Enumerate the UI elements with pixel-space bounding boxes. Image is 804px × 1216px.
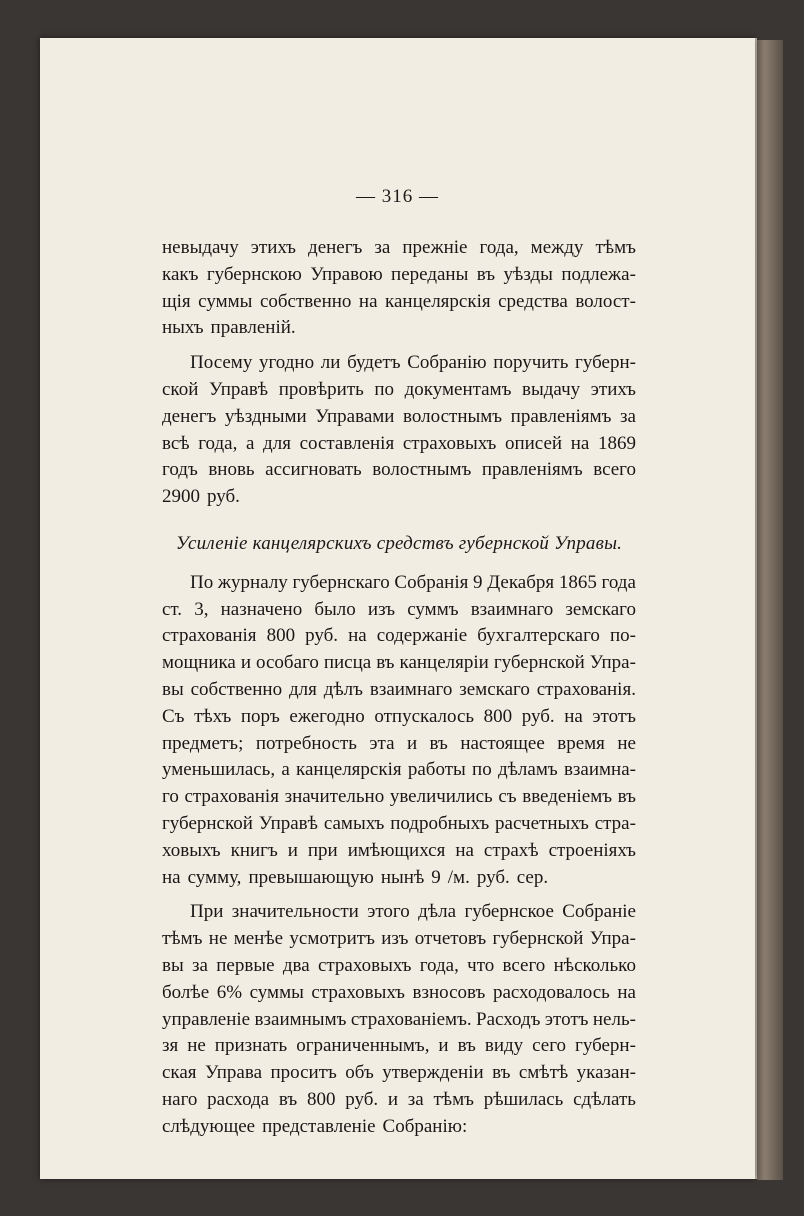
word: суммъ <box>407 598 459 620</box>
word: ской <box>162 378 199 400</box>
word: волостнымъ <box>403 405 503 427</box>
word: за <box>620 405 636 427</box>
text-line <box>162 811 636 838</box>
text-line <box>162 980 636 1007</box>
section-heading: Усиленіе канцелярскихъ средствъ губернской Управы. <box>175 532 623 554</box>
text-line <box>162 1060 636 1087</box>
word: строеніяхъ <box>548 839 636 861</box>
text-line <box>162 377 636 404</box>
word: года, <box>419 954 459 976</box>
word: ст. <box>162 598 183 620</box>
page-number: — 316 — <box>356 186 439 207</box>
word: по <box>472 759 492 781</box>
word: Собранію: <box>382 1115 468 1137</box>
word: этого <box>367 901 410 923</box>
word: въ <box>429 732 448 754</box>
word: какъ <box>162 263 199 285</box>
word: руб. <box>207 486 240 508</box>
word: этотъ <box>592 705 636 727</box>
word: представленіе <box>262 1115 376 1137</box>
word: наго <box>162 1088 198 1110</box>
word: 800 <box>483 705 513 727</box>
word: Собранію <box>407 352 487 374</box>
word: прежніе <box>402 237 468 258</box>
text-line <box>162 1114 636 1141</box>
word: на <box>348 625 367 647</box>
word: было <box>314 598 356 620</box>
word: между <box>530 237 584 258</box>
word: указан- <box>576 1062 636 1084</box>
word: Управѣ <box>258 812 318 834</box>
word: расходовалось <box>492 981 610 1003</box>
word: ныхъ <box>162 317 204 339</box>
word: вы <box>162 678 184 700</box>
word: изъ <box>381 928 409 950</box>
word: въ <box>457 1035 476 1057</box>
word: въ <box>617 786 636 808</box>
word: сего <box>532 1035 567 1057</box>
word: ховыхъ <box>162 839 221 861</box>
word: подробныхъ <box>390 812 490 834</box>
word: журналу <box>217 571 288 593</box>
word: Собранія <box>394 571 469 593</box>
word: на <box>564 705 583 727</box>
word: поръ <box>240 705 280 727</box>
word: суммы <box>249 981 304 1003</box>
word: на <box>162 866 181 888</box>
text-line <box>162 597 636 624</box>
word: расчетныхъ <box>495 812 589 834</box>
word: слѣдующее <box>162 1115 256 1137</box>
text-line <box>162 457 636 484</box>
word: Собраніе <box>562 901 636 923</box>
word: отпускалось <box>374 705 475 727</box>
word: Съ <box>162 705 185 727</box>
paragraph-3 <box>162 570 636 892</box>
word: и <box>240 652 252 674</box>
text-line <box>162 1087 636 1114</box>
word: объ <box>345 1062 374 1084</box>
word: канцелярскія <box>296 759 402 781</box>
word: расхода <box>207 1088 270 1110</box>
word: дѣла <box>418 901 457 923</box>
word: предметъ; <box>162 732 244 754</box>
word: значительности <box>231 901 359 923</box>
word: Управою <box>310 263 383 285</box>
word: 9 <box>473 571 483 593</box>
word: ежегодно <box>289 705 365 727</box>
word: ассигновать <box>265 459 362 481</box>
text-line <box>162 784 636 811</box>
word: и <box>406 732 418 754</box>
word: Управа <box>204 1062 263 1084</box>
word: года <box>601 571 636 593</box>
word: губернской <box>162 812 253 834</box>
word: въ <box>278 1088 298 1110</box>
word: сдѣлать <box>573 1088 636 1110</box>
word: стра- <box>594 812 636 834</box>
word: взаимнымъ <box>254 1008 347 1030</box>
word: два <box>282 954 310 976</box>
word: губернской <box>493 652 585 674</box>
word: на <box>617 981 636 1003</box>
text-line <box>162 623 636 650</box>
word: а <box>281 759 290 781</box>
word: уѣзды <box>503 263 553 285</box>
word: взаимнаго <box>470 598 554 620</box>
text-line <box>162 757 636 784</box>
word: канцеляріи <box>399 652 489 674</box>
text-line <box>162 838 636 865</box>
word: для <box>288 678 317 700</box>
word: ли <box>320 352 341 374</box>
word: виду <box>484 1035 524 1057</box>
word: го <box>162 786 179 808</box>
text-line <box>162 1033 636 1060</box>
word: земскаго <box>565 598 636 620</box>
text-line <box>162 315 636 342</box>
text-line <box>162 731 636 758</box>
word: губернскаго <box>292 571 390 593</box>
text-line <box>162 899 636 926</box>
text-line <box>162 926 636 953</box>
word: составленія <box>299 432 395 454</box>
word: и <box>287 839 298 861</box>
word: 9 <box>431 866 441 888</box>
word: самыхъ <box>323 812 385 834</box>
text-line <box>162 235 636 262</box>
text-line <box>162 404 636 431</box>
word: сумму, <box>187 866 242 888</box>
word: средства <box>498 290 568 312</box>
word: страхованіемъ. <box>350 1008 472 1030</box>
word: страховыхъ <box>317 954 412 976</box>
word: правленіямъ <box>481 459 583 481</box>
word: настоящее <box>460 732 545 754</box>
word: и <box>438 1035 449 1057</box>
paragraph-2 <box>162 350 636 511</box>
word: 800 <box>266 625 296 647</box>
word: по <box>374 378 395 400</box>
word: за <box>407 1088 424 1110</box>
word: денегъ <box>162 405 217 427</box>
word: волостнымъ <box>372 459 472 481</box>
word: болѣе <box>162 981 210 1003</box>
word: губерн- <box>575 352 636 374</box>
word: назначено <box>220 598 303 620</box>
text-line <box>162 677 636 704</box>
word: руб. <box>476 866 510 888</box>
word: что <box>467 954 495 976</box>
word: страховыхъ <box>402 432 497 454</box>
word: поручить <box>493 352 569 374</box>
word: и <box>387 1088 399 1110</box>
word: 2900 <box>162 486 200 508</box>
word: особаго <box>256 652 319 674</box>
word: усмотритъ <box>289 928 375 950</box>
word: тѣхъ <box>194 705 232 727</box>
word: Управами <box>315 405 395 427</box>
word: Управѣ <box>208 378 269 400</box>
word: время <box>557 732 605 754</box>
word: этихъ <box>250 237 296 258</box>
word: 1865 <box>558 571 597 593</box>
word: дѣламъ <box>497 759 558 781</box>
word: содержаніе <box>376 625 468 647</box>
word: угодно <box>258 352 315 374</box>
word: съ <box>498 786 517 808</box>
word: по- <box>609 625 636 647</box>
word: денегъ <box>308 237 363 258</box>
word: уѣздными <box>224 405 307 427</box>
word: всѣ <box>162 432 190 454</box>
text-line <box>162 865 636 892</box>
word: По <box>190 571 214 593</box>
word: эта <box>369 732 395 754</box>
text-line <box>162 1007 636 1034</box>
word: взносовъ <box>412 981 486 1003</box>
text-line <box>162 350 636 377</box>
word: при <box>307 839 338 861</box>
word: введеніемъ <box>522 786 613 808</box>
word: нель- <box>592 1008 636 1030</box>
word: выдачу <box>522 378 581 400</box>
word: проситъ <box>270 1062 337 1084</box>
word: /м. <box>447 866 470 888</box>
word: не <box>208 928 228 950</box>
word: не <box>187 1035 206 1057</box>
word: отчетовъ <box>414 928 487 950</box>
word: невыдачу <box>162 237 239 258</box>
word: года, <box>198 432 238 454</box>
word: на <box>455 839 474 861</box>
word: тѣмъ <box>162 928 203 950</box>
word: менѣе <box>233 928 284 950</box>
word: правленій. <box>210 317 296 339</box>
text-line <box>162 953 636 980</box>
text-line <box>162 431 636 458</box>
word: управленіе <box>162 1008 251 1030</box>
word: страхованія <box>162 625 257 647</box>
paragraph-4 <box>162 899 636 1140</box>
word: не <box>617 732 636 754</box>
word: вы <box>162 954 184 976</box>
word: При <box>190 901 224 923</box>
word: этихъ <box>590 378 636 400</box>
word: смѣтѣ <box>518 1062 569 1084</box>
word: нѣсколько <box>553 954 636 976</box>
word: изъ <box>367 598 396 620</box>
word: 6% <box>216 981 243 1003</box>
word: губернскою <box>206 263 302 285</box>
word: писца <box>323 652 372 674</box>
word: подлежа- <box>561 263 636 285</box>
word: переданы <box>391 263 469 285</box>
word: Расходъ <box>476 1008 541 1030</box>
text-line <box>162 289 636 316</box>
word: Упра- <box>589 928 636 950</box>
paragraph-1 <box>162 235 636 342</box>
word: рѣшилась <box>483 1088 564 1110</box>
word: для <box>263 432 291 454</box>
word: Посему <box>190 352 253 374</box>
word: признать <box>214 1035 288 1057</box>
word: документамъ <box>404 378 512 400</box>
word: взаимнаго <box>369 678 453 700</box>
word: будетъ <box>347 352 401 374</box>
word: вновь <box>208 459 255 481</box>
word: въ <box>376 652 395 674</box>
word: годъ <box>162 459 198 481</box>
word: правленіямъ <box>510 405 612 427</box>
word: собственно <box>259 290 352 312</box>
word: на <box>358 290 378 312</box>
word: этотъ <box>544 1008 589 1030</box>
word: руб. <box>345 1088 379 1110</box>
word: 800 <box>306 1088 336 1110</box>
word: потребность <box>255 732 357 754</box>
word: сер. <box>516 866 549 888</box>
word: ская <box>162 1062 197 1084</box>
word: всего <box>502 954 546 976</box>
word: всего <box>593 459 636 481</box>
word: 3, <box>194 598 209 620</box>
word: взаимна- <box>563 759 636 781</box>
word: описей <box>504 432 563 454</box>
word: страхѣ <box>483 839 539 861</box>
word: мощника <box>162 652 236 674</box>
text-line <box>162 484 636 511</box>
word: утвержденіи <box>382 1062 484 1084</box>
word: 1869 <box>597 432 636 454</box>
word: на <box>570 432 590 454</box>
word: первые <box>216 954 275 976</box>
book-page <box>40 38 755 1179</box>
word: руб. <box>305 625 339 647</box>
text-line <box>162 262 636 289</box>
word: имѣющихся <box>347 839 446 861</box>
word: уменьшилась, <box>162 759 276 781</box>
word: страхованія <box>184 786 279 808</box>
word: Декабря <box>487 571 555 593</box>
word: нынѣ <box>380 866 425 888</box>
word: руб. <box>521 705 555 727</box>
word: губернское <box>464 901 554 923</box>
word: тѣмъ <box>595 237 636 258</box>
word: въ <box>492 1062 511 1084</box>
word: собственно <box>190 678 283 700</box>
word: ограниченнымъ, <box>296 1035 430 1057</box>
word: значительно <box>284 786 385 808</box>
word: года, <box>479 237 519 258</box>
word: суммы <box>198 290 253 312</box>
book-edge <box>757 40 783 1180</box>
word: страхованія. <box>536 678 636 700</box>
word: дѣлъ <box>323 678 363 700</box>
word: работы <box>407 759 466 781</box>
text-line <box>162 650 636 677</box>
word: тѣмъ <box>433 1088 474 1110</box>
word: за <box>374 237 391 258</box>
word: книгъ <box>230 839 278 861</box>
word: за <box>192 954 208 976</box>
text-line <box>162 704 636 731</box>
word: бухгалтерскаго <box>477 625 600 647</box>
word: Упра- <box>589 652 636 674</box>
word: канцелярскія <box>385 290 491 312</box>
word: страховыхъ <box>311 981 405 1003</box>
word: въ <box>476 263 496 285</box>
page-text <box>162 235 636 1149</box>
word: зя <box>162 1035 179 1057</box>
text-line <box>162 570 636 597</box>
word: превышающую <box>248 866 374 888</box>
word: провѣрить <box>278 378 364 400</box>
word: волост- <box>575 290 636 312</box>
word: а <box>245 432 255 454</box>
word: губернской <box>492 928 584 950</box>
word: земскаго <box>459 678 530 700</box>
word: щія <box>162 290 191 312</box>
word: губерн- <box>575 1035 636 1057</box>
word: увеличились <box>389 786 493 808</box>
